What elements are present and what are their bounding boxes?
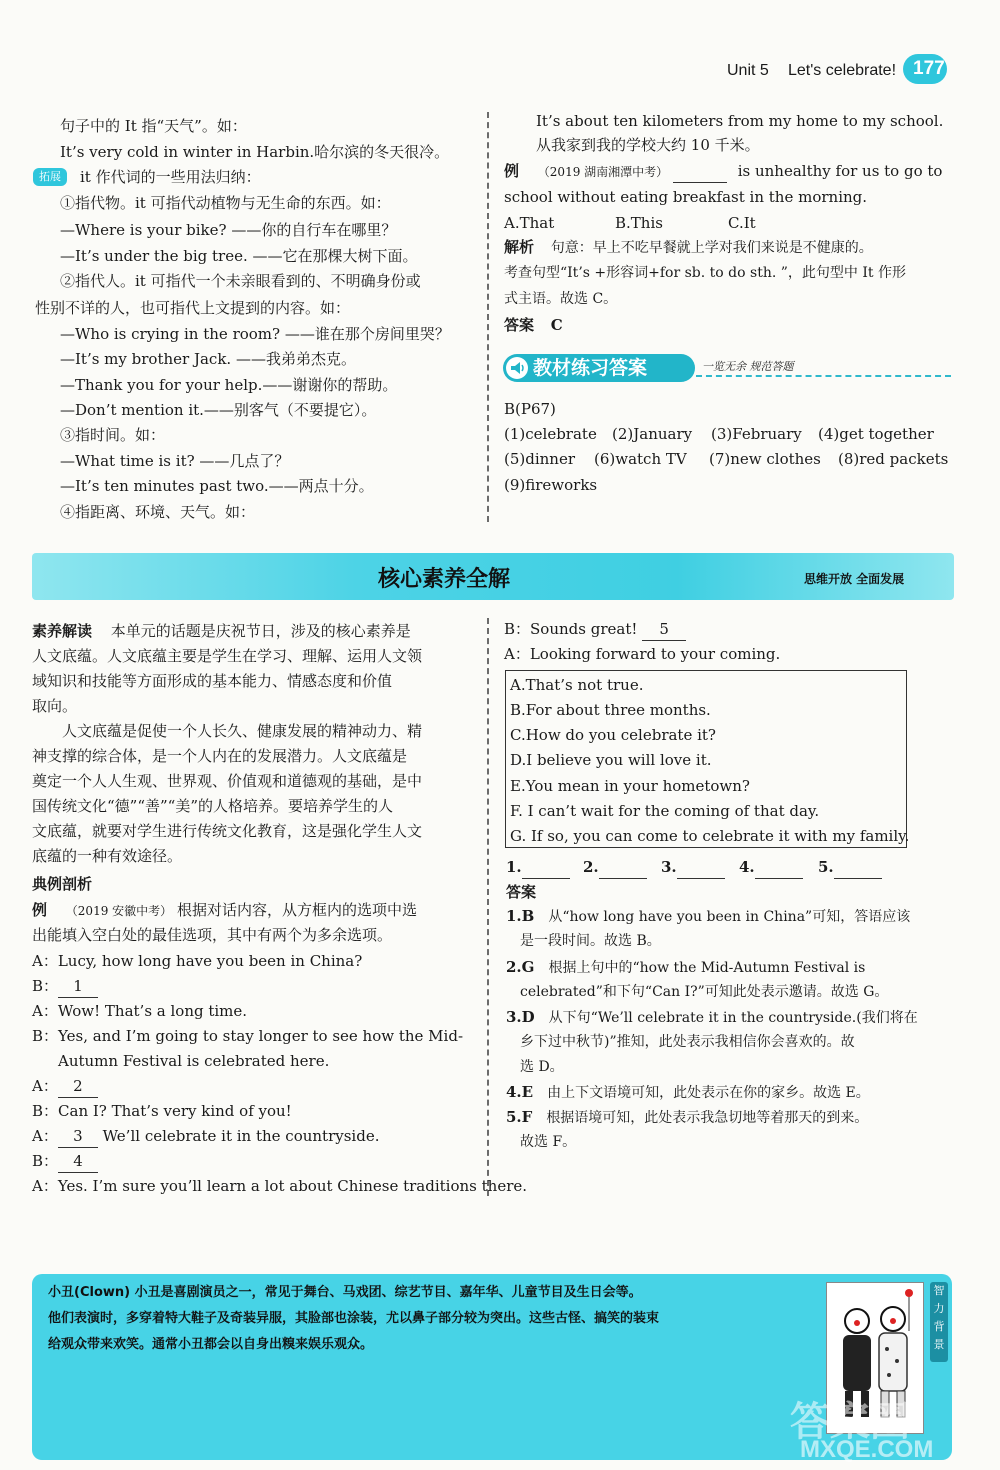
dialog-text: Wow! That’s a long time. (57, 1002, 248, 1020)
answer-item: (1)celebrate (504, 425, 597, 443)
text-line: —What time is it? ——几点了？ (60, 452, 290, 470)
blank-number: 2. (583, 858, 599, 876)
example-intro: 出能填入空白处的最佳选项，其中有两个为多余选项。 (32, 926, 393, 944)
answer-explain: 从下句“We’ll celebrate it in the countryside.(我们将在 (548, 1010, 918, 1026)
example-label: 例 (32, 901, 48, 919)
option-item: C.How do you celebrate it? (510, 726, 716, 744)
dialog-blank: 5 (642, 618, 686, 641)
answer-explain: 由上下文语境可知，此处表示在你的家乡。故选 E。 (547, 1085, 870, 1101)
option-b: B.This (615, 214, 663, 232)
text-line: school without eating breakfast in the morning. (504, 188, 868, 206)
dialog-text: Yes, and I’m going to stay longer to see how the Mid- (58, 1027, 464, 1045)
speaker: A： (32, 952, 58, 970)
textbook-answers-banner (503, 354, 695, 382)
text-line: —It’s ten minutes past two.——两点十分。 (60, 477, 374, 495)
text-line: 句子中的 It 指“天气”。如： (60, 117, 247, 135)
answer-label: 答案 (504, 316, 535, 334)
answer-item: (9)fireworks (504, 476, 598, 494)
clown-text: 给观众带来欢笑。通常小丑都会以自身出糗来娱乐观众。 (48, 1337, 374, 1352)
text-line: It’s about ten kilometers from my home to my school. (536, 112, 944, 130)
answer-item: (3)February (711, 425, 802, 443)
column-divider-bottom (487, 618, 489, 1196)
column-divider-top (487, 112, 489, 522)
speaker: A： (32, 1177, 58, 1195)
blank-number: 1. (506, 858, 522, 876)
text-line: ②指代人。it 可指代一个未亲眼看到的、不明确身份或 (60, 272, 421, 290)
answer-item: (2)January (612, 425, 693, 443)
answer-key: 1.B (506, 907, 535, 925)
speaker: B： (32, 977, 59, 995)
option-item: D.I believe you will love it. (510, 751, 712, 769)
answer-key: 5.F (506, 1108, 533, 1126)
text-line: ①指代物。it 可指代动植物与无生命的东西。如： (60, 194, 391, 212)
answer-explain: 根据语境可知，此处表示我急切地等着那天的到来。 (546, 1110, 869, 1126)
watermark: 答案圈 (790, 1399, 910, 1445)
answer-item: (5)dinner (504, 450, 576, 468)
text-line: —It’s under the big tree. ——它在那棵大树下面。 (60, 247, 418, 265)
dialog-text: Yes. I’m sure you’ll learn a lot about Chinese traditions there. (57, 1177, 528, 1195)
speaker: A： (32, 1077, 58, 1095)
analysis-label: 解析 (504, 238, 535, 256)
text-line: It’s very cold in winter in Harbin.哈尔滨的冬天很冷。 (60, 143, 450, 161)
answer-value: C (550, 316, 563, 334)
speaker: A： (504, 645, 530, 663)
literacy-text: 域知识和技能等方面形成的基本能力、情感态度和价值 (32, 672, 393, 690)
typical-heading: 典例剖析 (32, 875, 93, 893)
dialog-text: Looking forward to your coming. (529, 645, 781, 663)
option-item: B.For about three months. (510, 701, 711, 719)
clown-text: 他们表演时，多穿着特大鞋子及奇装异服，其脸部也涂装，尤以鼻子部分较为突出。这些古怪、搞笑的装束 (48, 1311, 660, 1326)
blank-line (834, 856, 882, 879)
text-line: ④指距离、环境、天气。如： (60, 503, 256, 521)
header-title: Let's celebrate! (788, 62, 897, 79)
side-tag: 智力背景 (930, 1282, 948, 1362)
answer-explain: 从“how long have you been in China”可知，答语应该 (548, 909, 911, 925)
literacy-text: 奠定一个人人生观、世界观、价值观和道德观的基础，是中 (32, 772, 423, 790)
example-source: （2019 湖南湘潭中考） (537, 165, 669, 179)
option-item: F. I can’t wait for the coming of that day. (510, 802, 820, 820)
answer-explain: 故选 F。 (520, 1134, 577, 1150)
answer-blank (673, 160, 727, 183)
blank-number: 3. (661, 858, 677, 876)
header-unit: Unit 5 (727, 62, 769, 79)
answer-key: 3.D (506, 1008, 535, 1026)
banner-title: 教材练习答案 (533, 357, 648, 379)
answer-explain: 选 D。 (520, 1059, 564, 1075)
speaker: B： (32, 1102, 59, 1120)
analysis-text: 句意：早上不吃早餐就上学对我们来说是不健康的。 (550, 240, 873, 256)
literacy-text: 神支撑的综合体，是一个人内在的发展潜力。人文底蕴是 (32, 747, 408, 765)
dialog-text: We’ll celebrate it in the countryside. (97, 1127, 380, 1145)
option-item: G. If so, you can come to celebrate it with my family. (510, 827, 910, 845)
text-line: —Who is crying in the room? ——谁在那个房间里哭？ (60, 325, 450, 343)
answer-key: 4.E (506, 1083, 534, 1101)
literacy-text: 人文底蕴是促使一个人长久、健康发展的精神动力、精 (62, 722, 423, 740)
blank-number: 5. (818, 858, 834, 876)
dialog-blank: 3 (58, 1125, 98, 1148)
dialog-blank: 2 (58, 1075, 98, 1098)
example-label: 例 (504, 162, 520, 180)
option-c: C.It (728, 214, 756, 232)
literacy-text: 底蕴的一种有效途径。 (32, 847, 183, 865)
dialog-blank: 4 (58, 1150, 98, 1173)
answer-item: (8)red packets (838, 450, 949, 468)
analysis-text: 式主语。故选 C。 (504, 291, 618, 307)
textbook-ref: B(P67) (504, 400, 556, 418)
blank-line (677, 856, 725, 879)
literacy-label: 素养解读 (32, 622, 93, 640)
analysis-text: 考查句型“It’s +形容词+for sb. to do sth. ”，此句型中 It 作形 (504, 265, 906, 281)
answer-explain: 乡下过中秋节)”推知，此处表示我相信你会喜欢的。故 (520, 1034, 855, 1050)
text-line: ③指时间。如： (60, 426, 166, 444)
literacy-text: 文底蕴，就要对学生进行传统文化教育，这是强化学生人文 (32, 822, 423, 840)
dialog-text: Can I? That’s very kind of you! (58, 1102, 292, 1120)
blank-line (755, 856, 803, 879)
literacy-text: 国传统文化“德”“善”“美”的人格培养。要培养学生的人 (32, 797, 394, 815)
option-item: E.You mean in your hometown? (510, 777, 750, 795)
dialog-text: Lucy, how long have you been in China? (57, 952, 363, 970)
dialog-blank: 1 (58, 975, 98, 998)
text-line: 从我家到我的学校大约 10 千米。 (536, 136, 760, 154)
text-line: —Where is your bike? ——你的自行车在哪里？ (60, 221, 397, 239)
dialog-text: Autumn Festival is celebrated here. (58, 1052, 330, 1070)
answer-item: (7)new clothes (709, 450, 821, 468)
megaphone-icon (506, 357, 528, 379)
example-text: is unhealthy for us to go to (737, 162, 943, 180)
page-number: 177 (913, 58, 945, 79)
example-source: （2019 安徽中考） (65, 904, 173, 918)
literacy-text: 本单元的话题是庆祝节日，涉及的核心素养是 (110, 622, 411, 640)
core-banner-subtitle: 思维开放 全面发展 (804, 572, 905, 586)
text-line: —It’s my brother Jack. ——我弟弟杰克。 (60, 350, 356, 368)
answer-explain: 是一段时间。故选 B。 (520, 933, 661, 949)
speaker: B： (504, 620, 531, 638)
text-line: —Don’t mention it.——别客气（不要提它）。 (60, 401, 377, 419)
answer-item: (4)get together (818, 425, 934, 443)
watermark-url: MXQE.COM (800, 1436, 934, 1463)
text-line: —Thank you for your help.——谢谢你的帮助。 (60, 376, 398, 394)
core-banner-title: 核心素养全解 (378, 567, 511, 592)
speaker: A： (32, 1127, 58, 1145)
text-line: 性别不详的人，也可指代上文提到的内容。如： (35, 299, 351, 317)
blank-number: 4. (739, 858, 755, 876)
extension-tag: 拓展 (33, 168, 67, 186)
answer-key: 2.G (506, 958, 535, 976)
example-intro: 根据对话内容，从方框内的选项中选 (176, 901, 417, 919)
divider (696, 375, 951, 377)
dialog-text: Sounds great! (530, 620, 638, 638)
speaker: B： (32, 1027, 59, 1045)
answer-explain: 根据上句中的“how the Mid-Autumn Festival is (548, 960, 866, 976)
blank-line (522, 856, 570, 879)
literacy-text: 取向。 (32, 697, 78, 715)
literacy-text: 人文底蕴。人文底蕴主要是学生在学习、理解、运用人文领 (32, 647, 423, 665)
speaker: B： (32, 1152, 59, 1170)
option-item: A.That’s not true. (510, 676, 644, 694)
answer-item: (6)watch TV (594, 450, 687, 468)
answer-heading: 答案 (506, 883, 537, 901)
banner-subtitle: 一览无余 规范答题 (702, 360, 794, 373)
text-line: it 作代词的一些用法归纳： (80, 168, 261, 186)
option-a: A.That (504, 214, 555, 232)
blank-line (599, 856, 647, 879)
clown-text: 小丑(Clown) 小丑是喜剧演员之一，常见于舞台、马戏团、综艺节目、嘉年华、儿童节目及生日会等。 (48, 1285, 642, 1300)
speaker: A： (32, 1002, 58, 1020)
answer-explain: celebrated”和下句“Can I?”可知此处表示邀请。故选 G。 (520, 984, 889, 1000)
